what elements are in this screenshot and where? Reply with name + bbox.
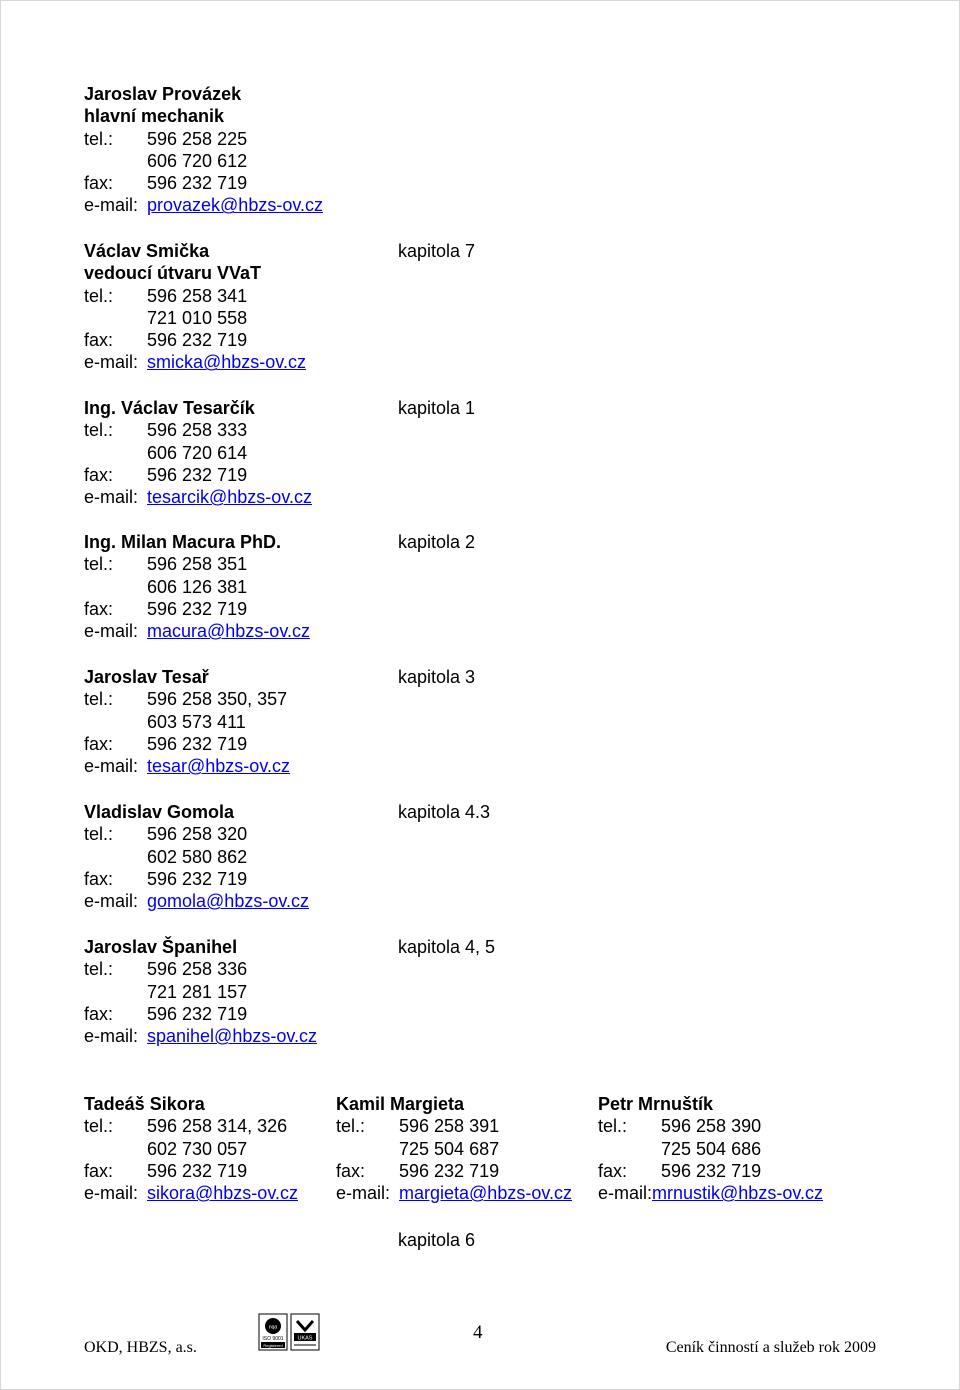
email-label: e-mail: — [84, 756, 139, 777]
fax-label: fax: — [84, 464, 114, 485]
tel-value: 596 258 333 — [147, 420, 248, 441]
tel-value-2: 725 504 686 — [661, 1138, 762, 1159]
fax-value: 596 232 719 — [147, 173, 248, 194]
tel-label: tel.: — [84, 420, 114, 441]
fax-label: fax: — [84, 330, 114, 351]
fax-label: fax: — [84, 1003, 114, 1024]
email-link[interactable]: gomola@hbzs-ov.cz — [147, 891, 309, 912]
tel-value: 596 258 336 — [147, 959, 248, 980]
email-link[interactable]: provazek@hbzs-ov.cz — [147, 195, 324, 216]
contact-role: vedoucí útvaru VVaT — [84, 263, 262, 284]
email-label: e-mail: — [84, 195, 139, 216]
kapitola-label: kapitola 2 — [398, 532, 476, 552]
email-link[interactable]: tesarcik@hbzs-ov.cz — [147, 487, 312, 508]
logo-registered-text: Registered — [263, 1342, 283, 1348]
email-label: e-mail: — [84, 1183, 139, 1204]
fax-value: 596 232 719 — [147, 464, 248, 485]
tel-value: 596 258 225 — [147, 128, 248, 149]
email-label: e-mail: — [336, 1183, 391, 1204]
tel-value: 596 258 391 — [399, 1116, 500, 1137]
fax-label: fax: — [336, 1160, 366, 1181]
email-link[interactable]: sikora@hbzs-ov.cz — [147, 1183, 298, 1204]
tel-label: tel.: — [84, 689, 114, 710]
fax-value: 596 232 719 — [147, 598, 248, 619]
tel-value: 596 258 320 — [147, 824, 248, 845]
email-label: e-mail: — [84, 352, 139, 373]
contact-column — [598, 1093, 898, 1204]
contact-name: Jaroslav Španihel — [84, 937, 238, 957]
tel-value: 596 258 351 — [147, 554, 248, 575]
contact-name: Jaroslav Tesař — [84, 667, 209, 687]
contact-name: Ing. Václav Tesarčík — [84, 398, 255, 418]
fax-value: 596 232 719 — [147, 868, 248, 889]
contact-block — [84, 240, 604, 374]
kapitola-label: kapitola 4, 5 — [398, 937, 496, 957]
contact-block — [84, 666, 604, 777]
fax-label: fax: — [84, 868, 114, 889]
contact-name: Petr Mrnuštík — [598, 1094, 714, 1114]
contact-column — [84, 1093, 344, 1204]
contact-column — [336, 1093, 596, 1204]
contact-role: hlavní mechanik — [84, 106, 225, 127]
fax-label: fax: — [84, 173, 114, 194]
fax-value: 596 232 719 — [147, 1160, 248, 1181]
tel-value-2: 721 281 157 — [147, 981, 248, 1002]
tel-label: tel.: — [84, 1116, 114, 1137]
logo-ukas-text: UKAS — [297, 1335, 313, 1342]
kapitola-label: kapitola 7 — [398, 241, 476, 261]
kapitola-6-label: kapitola 6 — [398, 1230, 476, 1250]
contact-name: Jaroslav Provázek — [84, 84, 242, 104]
kapitola-label: kapitola 3 — [398, 667, 476, 687]
tel-label: tel.: — [84, 959, 114, 980]
page-footer — [0, 1310, 960, 1370]
tel-value-2: 606 126 381 — [147, 576, 248, 597]
tel-label: tel.: — [84, 285, 114, 306]
tel-value-2: 603 573 411 — [147, 711, 246, 732]
footer-company: OKD, HBZS, a.s. — [84, 1339, 197, 1356]
email-link[interactable]: spanihel@hbzs-ov.cz — [147, 1026, 318, 1047]
tel-value: 596 258 314, 326 — [147, 1116, 288, 1137]
tel-value-2: 602 580 862 — [147, 846, 248, 867]
tel-label: tel.: — [336, 1116, 366, 1137]
contact-name: Vladislav Gomola — [84, 802, 235, 822]
email-label: e-mail: — [84, 487, 139, 508]
contact-block — [84, 397, 604, 508]
fax-value: 596 232 719 — [147, 330, 248, 351]
tel-value-2: 606 720 612 — [147, 150, 248, 171]
tel-value-2: 606 720 614 — [147, 442, 248, 463]
fax-value: 596 232 719 — [147, 1003, 248, 1024]
tel-value-2: 721 010 558 — [147, 307, 248, 328]
email-link[interactable]: margieta@hbzs-ov.cz — [399, 1183, 572, 1204]
footer-document-title: Ceník činností a služeb rok 2009 — [665, 1339, 876, 1356]
contact-block — [84, 531, 604, 642]
email-link[interactable]: tesar@hbzs-ov.cz — [147, 756, 290, 777]
fax-value: 596 232 719 — [399, 1160, 500, 1181]
tel-value-2: 602 730 057 — [147, 1138, 248, 1159]
certification-logo — [258, 1313, 320, 1351]
tel-value: 596 258 341 — [147, 285, 248, 306]
tel-value: 596 258 350, 357 — [147, 689, 288, 710]
fax-label: fax: — [84, 598, 114, 619]
svg-text:nqa: nqa — [268, 1324, 278, 1331]
tel-value-2: 725 504 687 — [399, 1138, 500, 1159]
email-link[interactable]: mrnustik@hbzs-ov.cz — [652, 1183, 823, 1204]
tel-label: tel.: — [84, 128, 114, 149]
email-link[interactable]: smicka@hbzs-ov.cz — [147, 352, 306, 373]
email-label: e-mail: — [84, 891, 139, 912]
email-label: e-mail: — [598, 1183, 653, 1204]
fax-value: 596 232 719 — [147, 733, 248, 754]
page-number: 4 — [473, 1322, 483, 1343]
contact-name: Kamil Margieta — [336, 1094, 465, 1114]
contact-block — [84, 936, 604, 1047]
contact-name: Václav Smička — [84, 241, 210, 261]
contact-block — [84, 801, 604, 912]
fax-label: fax: — [598, 1160, 628, 1181]
logo-iso-text: ISO 9001 — [262, 1336, 284, 1342]
kapitola-label: kapitola 1 — [398, 398, 476, 418]
tel-label: tel.: — [84, 554, 114, 575]
email-label: e-mail: — [84, 621, 139, 642]
tel-label: tel.: — [598, 1116, 628, 1137]
email-link[interactable]: macura@hbzs-ov.cz — [147, 621, 310, 642]
fax-label: fax: — [84, 1160, 114, 1181]
contact-name: Tadeáš Sikora — [84, 1094, 205, 1114]
contact-block — [84, 83, 604, 217]
tel-value: 596 258 390 — [661, 1116, 762, 1137]
fax-value: 596 232 719 — [661, 1160, 762, 1181]
contact-name: Ing. Milan Macura PhD. — [84, 532, 282, 552]
kapitola-label: kapitola 4.3 — [398, 802, 491, 822]
fax-label: fax: — [84, 733, 114, 754]
tel-label: tel.: — [84, 824, 114, 845]
email-label: e-mail: — [84, 1026, 139, 1047]
